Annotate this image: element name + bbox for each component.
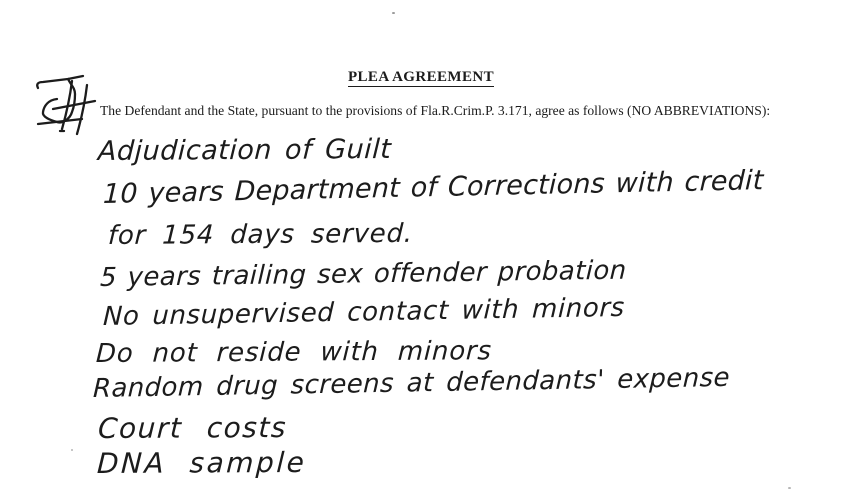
handwritten-line-sentence: 10 years Department of Corrections with credit	[102, 165, 765, 211]
handwritten-line-credit: for 154 days served.	[107, 218, 414, 252]
handwritten-line-no-reside: Do not reside with minors	[95, 336, 493, 370]
handwritten-line-drug-screens: Random drug screens at defendants' expense	[92, 362, 731, 405]
document-title	[0, 69, 842, 86]
handwritten-line-no-contact: No unsupervised contact with minors	[102, 292, 626, 333]
intro-sentence: The Defendant and the State, pursuant to the provisions of Fla.R.Crim.P. 3.171, agree as follows (NO ABBREVIATIONS):	[100, 103, 771, 118]
scan-speck	[392, 12, 395, 14]
handwritten-line-dna-sample: DNA sample	[96, 445, 308, 481]
initials-j-stroke	[43, 79, 75, 122]
handwritten-initials	[30, 71, 102, 139]
scan-speck	[71, 449, 73, 451]
handwritten-line-adjudication: Adjudication of Guilt	[97, 133, 393, 168]
scan-speck	[788, 487, 791, 489]
initials-top-bar	[37, 76, 83, 88]
handwritten-line-court-costs: Court costs	[97, 411, 288, 446]
handwritten-line-probation: 5 years trailing sex offender probation	[99, 255, 628, 294]
document-title-text: PLEA AGREEMENT	[347, 69, 495, 85]
initials-h-right-stroke	[77, 85, 87, 134]
